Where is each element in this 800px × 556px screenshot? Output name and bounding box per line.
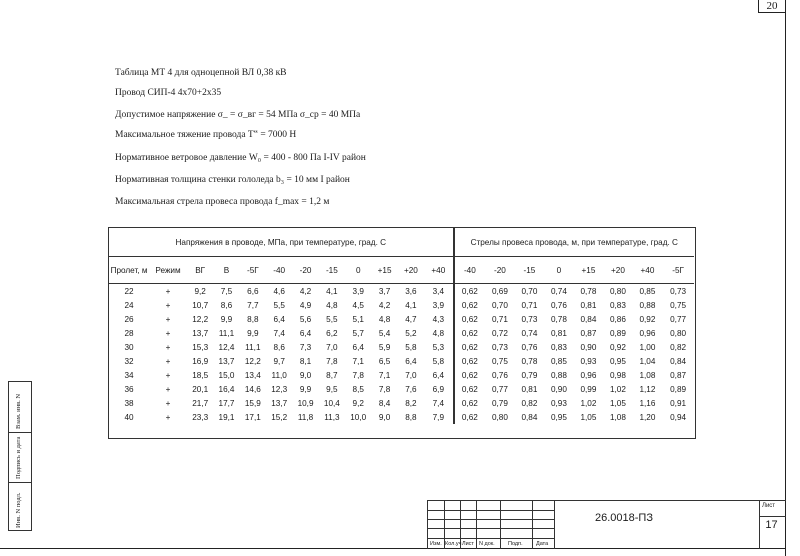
table-cell: 0,96	[639, 328, 656, 338]
table-cell: 10,9	[297, 398, 314, 408]
table-cell: 1,05	[609, 398, 626, 408]
table-cell: 15,0	[218, 370, 235, 380]
col-header-8: 0	[345, 257, 371, 284]
table-cell: 0,62	[454, 410, 486, 424]
stamp-label-change: Изм.	[430, 541, 442, 547]
sheet-label: Лист	[762, 503, 776, 509]
table-cell: 9,2	[352, 398, 364, 408]
side-label-signature: Подпись и дата	[15, 436, 22, 479]
table-cell: 0,99	[580, 384, 597, 394]
table-cell: 0,76	[521, 342, 538, 352]
col-header-6: -20	[292, 257, 318, 284]
table-cell: 7,6	[405, 384, 417, 394]
table-cell: 0,75	[670, 300, 687, 310]
table-cell: 4,2	[299, 286, 312, 296]
table-cell: 0,75	[491, 356, 508, 366]
table-cell: 3,9	[352, 286, 364, 296]
col-header-14: -15	[515, 257, 545, 284]
page-number: 20	[758, 0, 786, 13]
table-cell: 15,2	[271, 412, 288, 422]
table-cell: 1,12	[639, 384, 656, 394]
table-cell: 0,84	[521, 412, 538, 422]
table-cell: +	[165, 300, 171, 310]
table-row	[109, 368, 694, 382]
table-cell: 22	[124, 286, 134, 296]
table-title-line: Таблица МТ 4 для одноцепной ВЛ 0,38 кВ	[115, 68, 287, 78]
table-cell: 7,7	[247, 300, 259, 310]
table-cell: 0,73	[521, 314, 538, 324]
table-row	[109, 340, 694, 354]
table-cell: 0,71	[491, 314, 508, 324]
table-cell: 7,1	[378, 370, 391, 380]
table-cell: 11,1	[218, 328, 235, 338]
sag-group-header: Стрелы провеса провода, м, при температуре, град. С	[454, 228, 694, 257]
table-cell: 10,4	[323, 398, 340, 408]
document-code: 26.0018-ПЗ	[595, 512, 653, 524]
table-cell: 5,6	[299, 314, 312, 324]
stamp-label-sign: Подп.	[508, 541, 523, 547]
table-cell: 8,4	[378, 398, 391, 408]
table-cell: 1,04	[639, 356, 656, 366]
stamp-label-count: Кол.уч	[445, 541, 462, 547]
table-cell: 34	[124, 370, 134, 380]
table-cell: 7,8	[352, 370, 364, 380]
table-cell: 1,08	[639, 370, 656, 380]
table-cell: 8,7	[326, 370, 338, 380]
table-cell: 7,0	[326, 342, 338, 352]
table-cell: 6,9	[432, 384, 445, 394]
table-cell: 0,62	[454, 326, 486, 340]
table-cell: 26	[124, 314, 134, 324]
table-cell: 1,16	[639, 398, 656, 408]
table-cell: 0,72	[491, 328, 508, 338]
table-cell: 0,88	[639, 300, 656, 310]
table-row	[109, 298, 694, 312]
sheet-number: 17	[765, 519, 778, 531]
table-cell: 4,1	[405, 300, 417, 310]
col-header-12: -40	[454, 257, 486, 284]
table-cell: 12,4	[218, 342, 235, 352]
table-cell: 0,98	[609, 370, 626, 380]
table-cell: 13,7	[271, 398, 288, 408]
table-cell: 9,5	[326, 384, 338, 394]
table-cell: 12,3	[271, 384, 288, 394]
table-cell: 0,87	[670, 370, 687, 380]
table-row	[109, 284, 694, 299]
table-cell: 0,78	[550, 314, 567, 324]
table-cell: 0,78	[580, 286, 597, 296]
table-cell: 19,1	[218, 412, 235, 422]
table-cell: 0,85	[639, 286, 656, 296]
table-cell: 15,9	[244, 398, 261, 408]
col-header-13: -20	[485, 257, 515, 284]
table-cell: 6,4	[405, 356, 417, 366]
table-cell: 8,1	[299, 356, 312, 366]
col-header-4: -5Г	[240, 257, 266, 284]
table-row	[109, 326, 694, 340]
table-cell: 0,77	[491, 384, 508, 394]
table-cell: 11,1	[245, 342, 261, 352]
table-cell: 5,7	[352, 328, 364, 338]
table-cell: 7,8	[326, 356, 338, 366]
table-cell: 9,9	[247, 328, 259, 338]
table-body	[109, 284, 694, 425]
table-row	[109, 354, 694, 368]
table-cell: 9,9	[220, 314, 233, 324]
wind-pressure-line: Нормативное ветровое давление W₀ = 400 - 800 Па I-IV район	[115, 153, 366, 163]
table-cell: 6,4	[352, 342, 364, 352]
table-cell: 0,95	[550, 412, 567, 422]
table-cell: 3,6	[405, 286, 417, 296]
table-cell: 0,79	[491, 398, 508, 408]
side-stamp	[8, 381, 32, 531]
table-cell: 5,8	[405, 342, 417, 352]
col-header-17: +20	[603, 257, 633, 284]
table-cell: 17,7	[218, 398, 235, 408]
table-cell: 4,7	[405, 314, 417, 324]
table-cell: 0,83	[609, 300, 626, 310]
col-header-10: +20	[398, 257, 424, 284]
ice-thickness-line: Нормативная толщина стенки гололеда b₃ = 10 мм I район	[115, 175, 350, 185]
frame-right-border	[785, 0, 786, 556]
table-cell: 15,3	[192, 342, 209, 352]
col-header-5: -40	[266, 257, 292, 284]
table-cell: +	[165, 314, 171, 324]
table-cell: 30	[124, 342, 134, 352]
side-label-replace: Взам. инв. N	[15, 393, 22, 429]
table-cell: 32	[124, 356, 134, 366]
table-cell: 6,2	[326, 328, 338, 338]
wire-line: Провод СИП-4 4х70+2х35	[115, 88, 222, 98]
table-cell: 4,5	[352, 300, 364, 310]
table-cell: 7,3	[299, 342, 312, 352]
table-cell: 0,81	[550, 328, 567, 338]
table-cell: 8,6	[220, 300, 233, 310]
table-cell: +	[165, 398, 171, 408]
table-cell: 0,96	[580, 370, 597, 380]
table-cell: 18,5	[192, 370, 209, 380]
table-cell: +	[165, 356, 171, 366]
table-cell: 11,0	[271, 370, 287, 380]
table-row	[109, 382, 694, 396]
table-cell: 6,4	[299, 328, 312, 338]
table-cell: 38	[124, 398, 134, 408]
table-cell: 7,4	[273, 328, 285, 338]
table-cell: 0,93	[580, 356, 597, 366]
table-cell: 6,6	[247, 286, 259, 296]
table-cell: 3,9	[432, 300, 445, 310]
table-cell: 13,7	[192, 328, 209, 338]
table-cell: 0,62	[454, 284, 486, 299]
table-cell: 0,84	[580, 314, 597, 324]
table-cell: 14,6	[244, 384, 261, 394]
table-cell: 5,8	[432, 356, 445, 366]
table-row	[109, 312, 694, 326]
side-label-inv: Инв. N подл.	[15, 492, 22, 528]
table-cell: 7,9	[432, 412, 445, 422]
table-cell: 0,62	[454, 340, 486, 354]
table-cell: 16,9	[192, 356, 209, 366]
table-cell: 21,7	[192, 398, 209, 408]
table-cell: 6,4	[432, 370, 445, 380]
table-cell: 0,81	[580, 300, 597, 310]
table-cell: 8,8	[405, 412, 417, 422]
col-header-18: +40	[633, 257, 663, 284]
table-cell: 5,2	[405, 328, 417, 338]
table-cell: 0,91	[670, 398, 687, 408]
table-cell: 0,70	[521, 286, 538, 296]
col-header-1: Режим	[149, 257, 187, 284]
stress-group-header: Напряжения в проводе, МПа, при температуре, град. С	[109, 228, 454, 257]
table-cell: 0,62	[454, 382, 486, 396]
table-cell: 4,1	[326, 286, 338, 296]
table-cell: 0,73	[491, 342, 508, 352]
table-cell: 4,6	[273, 286, 285, 296]
max-sag-line: Максимальная стрела провеса провода f_max = 1,2 м	[115, 197, 330, 207]
table-cell: 0,74	[521, 328, 538, 338]
table-cell: 0,62	[454, 354, 486, 368]
table-cell: 8,8	[247, 314, 259, 324]
stamp-label-date: Дата	[536, 541, 549, 547]
table-cell: 4,3	[432, 314, 445, 324]
table-cell: 0,85	[550, 356, 567, 366]
title-block	[427, 500, 786, 549]
col-header-9: +15	[371, 257, 397, 284]
table-cell: 11,3	[324, 412, 340, 422]
table-cell: 0,92	[609, 342, 626, 352]
table-cell: 5,3	[432, 342, 445, 352]
table-cell: +	[165, 328, 171, 338]
table-cell: 0,82	[521, 398, 538, 408]
table-cell: 4,8	[378, 314, 391, 324]
column-header-row	[109, 257, 694, 284]
table-cell: 0,69	[491, 286, 508, 296]
table-cell: +	[165, 412, 171, 422]
table-cell: 10,7	[192, 300, 209, 310]
table-cell: 20,1	[192, 384, 209, 394]
table-cell: 7,5	[220, 286, 233, 296]
table-cell: 0,62	[454, 298, 486, 312]
table-cell: 0,71	[521, 300, 538, 310]
table-cell: 0,74	[550, 286, 567, 296]
table-cell: 0,62	[454, 312, 486, 326]
table-cell: 0,80	[491, 412, 508, 422]
table-cell: 1,20	[639, 412, 656, 422]
table-cell: 0,77	[670, 314, 687, 324]
table-cell: 0,62	[454, 368, 486, 382]
table-cell: 16,4	[218, 384, 235, 394]
table-cell: 9,7	[273, 356, 285, 366]
table-cell: 10,0	[350, 412, 367, 422]
allowable-stress-line: Допустимое напряжение σ_ = σ_вг = 54 МПа σ_ср = 40 МПа	[115, 110, 361, 120]
table-cell: 9,2	[194, 286, 206, 296]
table-cell: 8,6	[273, 342, 285, 352]
stamp-label-doc: N док.	[479, 541, 495, 547]
col-header-19: -5Г	[662, 257, 694, 284]
table-cell: 0,88	[550, 370, 567, 380]
table-cell: 5,9	[378, 342, 391, 352]
table-cell: 1,02	[609, 384, 626, 394]
table-cell: 7,8	[378, 384, 391, 394]
table-cell: 0,93	[550, 398, 567, 408]
table-cell: +	[165, 286, 171, 296]
table-cell: 8,2	[405, 398, 417, 408]
table-cell: +	[165, 384, 171, 394]
table-cell: 1,00	[639, 342, 656, 352]
table-row	[109, 410, 694, 424]
table-cell: 0,94	[670, 412, 687, 422]
table-cell: 0,73	[670, 286, 687, 296]
table-cell: 0,81	[521, 384, 538, 394]
table-cell: 13,7	[218, 356, 235, 366]
table-cell: 4,9	[299, 300, 312, 310]
table-cell: 4,2	[378, 300, 391, 310]
table-cell: 0,87	[580, 328, 597, 338]
table-cell: 7,1	[352, 356, 364, 366]
table-cell: 0,80	[670, 328, 687, 338]
max-tension-line: Максимальное тяжение провода T‟ = 7000 Н	[115, 130, 297, 140]
table-cell: 0,89	[609, 328, 626, 338]
table-cell: 7,0	[405, 370, 417, 380]
table-cell: 0,80	[609, 286, 626, 296]
table-cell: 1,05	[580, 412, 597, 422]
col-header-15: 0	[544, 257, 574, 284]
table-cell: 1,08	[609, 412, 626, 422]
table-cell: 0,79	[521, 370, 538, 380]
table-cell: 0,70	[491, 300, 508, 310]
table-cell: 0,84	[670, 356, 687, 366]
table-cell: 36	[124, 384, 134, 394]
table-cell: 0,90	[580, 342, 597, 352]
table-cell: +	[165, 342, 171, 352]
table-cell: 7,4	[432, 398, 445, 408]
table-cell: 0,78	[521, 356, 538, 366]
table-cell: 5,5	[326, 314, 338, 324]
table-cell: 1,02	[580, 398, 597, 408]
table-cell: 13,4	[244, 370, 261, 380]
table-cell: 0,76	[550, 300, 567, 310]
col-header-0: Пролет, м	[109, 257, 149, 284]
stamp-label-sheet: Лист	[462, 541, 474, 547]
table-cell: 24	[124, 300, 134, 310]
col-header-7: -15	[319, 257, 345, 284]
table-cell: 40	[124, 412, 134, 422]
table-cell: 0,76	[491, 370, 508, 380]
table-cell: 11,8	[297, 412, 314, 422]
table-cell: 5,1	[352, 314, 364, 324]
table-cell: 0,92	[639, 314, 656, 324]
table-cell: 0,83	[550, 342, 567, 352]
col-header-3: В	[213, 257, 239, 284]
table-cell: 3,4	[432, 286, 445, 296]
table-cell: 23,3	[192, 412, 209, 422]
table-cell: 0,90	[550, 384, 567, 394]
table-cell: 4,8	[432, 328, 445, 338]
table-cell: 9,0	[299, 370, 312, 380]
table-cell: 3,7	[378, 286, 391, 296]
table-cell: 17,1	[244, 412, 261, 422]
table-cell: 9,0	[378, 412, 391, 422]
table-row	[109, 396, 694, 410]
table-cell: 0,89	[670, 384, 687, 394]
data-table	[109, 228, 694, 424]
col-header-2: ВГ	[187, 257, 213, 284]
table-cell: 0,86	[609, 314, 626, 324]
table-cell: 8,5	[352, 384, 364, 394]
table-cell: 6,5	[378, 356, 391, 366]
table-cell: 6,4	[273, 314, 285, 324]
table-cell: 9,9	[299, 384, 312, 394]
table-cell: 0,95	[609, 356, 626, 366]
table-cell: +	[165, 370, 171, 380]
table-cell: 0,82	[670, 342, 687, 352]
table-cell: 12,2	[192, 314, 209, 324]
table-cell: 12,2	[244, 356, 261, 366]
col-header-11: +40	[424, 257, 454, 284]
table-cell: 28	[124, 328, 134, 338]
table-cell: 5,5	[273, 300, 285, 310]
table-cell: 5,4	[378, 328, 391, 338]
table-cell: 0,62	[454, 396, 486, 410]
col-header-16: +15	[574, 257, 604, 284]
table-cell: 4,8	[326, 300, 338, 310]
